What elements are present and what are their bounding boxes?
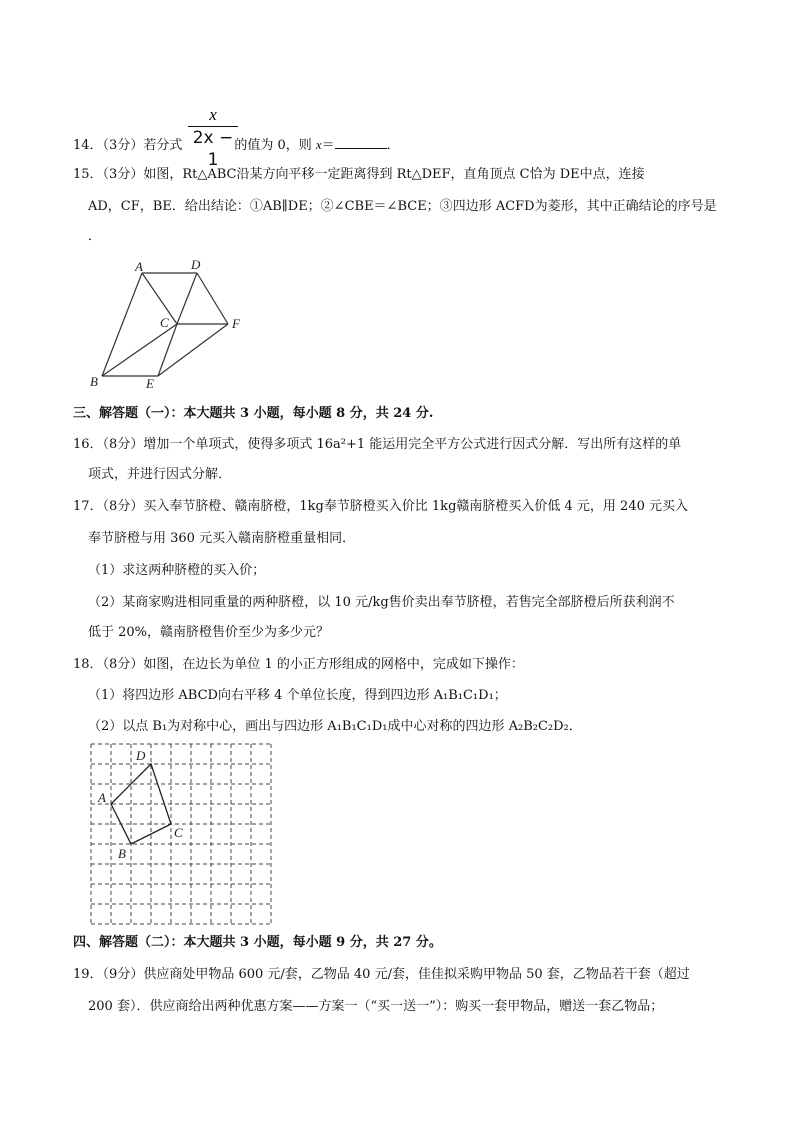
q19-line2: 200 套）．供应商给出两种优惠方案——方案一（“买一送一”）：购买一套甲物品，赠送一套乙物品；: [88, 999, 664, 1014]
q18-label-c: C: [174, 825, 183, 840]
q15-label-d: D: [191, 257, 201, 272]
q15-label-e: E: [146, 376, 154, 391]
q15-figure: [80, 250, 260, 400]
q18-line1: 18．（8分）如图，在边长为单位 1 的小正方形组成的网格中，完成如下操作：: [73, 657, 524, 672]
q17-sub1: （1）求这两种脐橙的买入价；: [88, 563, 266, 578]
q15-line3: ．: [88, 229, 102, 244]
q14-var: x: [315, 137, 322, 152]
q18-sub2: （2）以点 B₁为对称中心，画出与四边形 A₁B₁C₁D₁成中心对称的四边形 A₂B₂C₂D₂．: [88, 719, 582, 734]
q14-end: ．: [386, 138, 400, 153]
q17-sub2: （2）某商家购进相同重量的两种脐橙，以 10 元/kg售价卖出奉节脐橙，若售完全部脐橙后所获利润不: [88, 595, 675, 610]
q18-label-b: B: [118, 846, 126, 861]
section3-title: 三、解答题（一）：本大题共 3 小题，每小题 8 分，共 24 分.: [73, 406, 434, 421]
q17-sub2b: 低于 20%，赣南脐橙售价至少为多少元？: [88, 625, 330, 640]
q14-fraction-denominator: 2x − 1: [192, 128, 234, 170]
q14-suffix-b: ＝: [321, 138, 335, 153]
q15-label-f: F: [232, 316, 240, 331]
q19-line1: 19．（9分）供应商处甲物品 600 元/套，乙物品 40 元/套，佳佳拟采购甲物品 50 套，乙物品若干套（超过: [73, 967, 690, 982]
q18-grid-figure: [86, 740, 281, 930]
q15-line2: AD，CF，BE．给出结论：①AB∥DE；②∠CBE＝∠BCE；③四边形 ACFD为菱形，其中正确结论的序号是: [88, 199, 717, 214]
q15-label-c: C: [160, 315, 169, 330]
q18-label-d: D: [136, 748, 146, 763]
q18-label-a: A: [98, 790, 106, 805]
q17-line1: 17．（8分）买入奉节脐橙、赣南脐橙，1kg奉节脐橙买入价比 1kg赣南脐橙买入价低 4 元，用 240 元买入: [73, 499, 688, 514]
q14-fraction: [188, 104, 238, 171]
q16-line2: 项式，并进行因式分解．: [88, 467, 232, 482]
q14-suffix-a: 的值为 0，则: [234, 138, 316, 153]
q14-answer-blank[interactable]: [335, 136, 387, 149]
section4-title: 四、解答题（二）：本大题共 3 小题，每小题 9 分，共 27 分。: [73, 935, 442, 950]
q15-line1: 15．（3分）如图，Rt△ABC沿某方向平移一定距离得到 Rt△DEF，直角顶点 C恰为 DE中点，连接: [73, 167, 645, 182]
q14-fraction-numerator: x: [209, 105, 217, 124]
q17-line2: 奉节脐橙与用 360 元买入赣南脐橙重量相同．: [88, 531, 356, 546]
q18-sub1: （1）将四边形 ABCD向右平移 4 个单位长度，得到四边形 A₁B₁C₁D₁；: [88, 688, 507, 703]
q14-prefix: 14．（3分）若分式: [73, 138, 183, 153]
q16-line1: 16．（8分）增加一个单项式，使得多项式 16a²+1 能运用完全平方公式进行因式分解．写出所有这样的单: [73, 437, 682, 452]
q15-label-a: A: [135, 259, 143, 274]
q15-label-b: B: [90, 374, 98, 389]
